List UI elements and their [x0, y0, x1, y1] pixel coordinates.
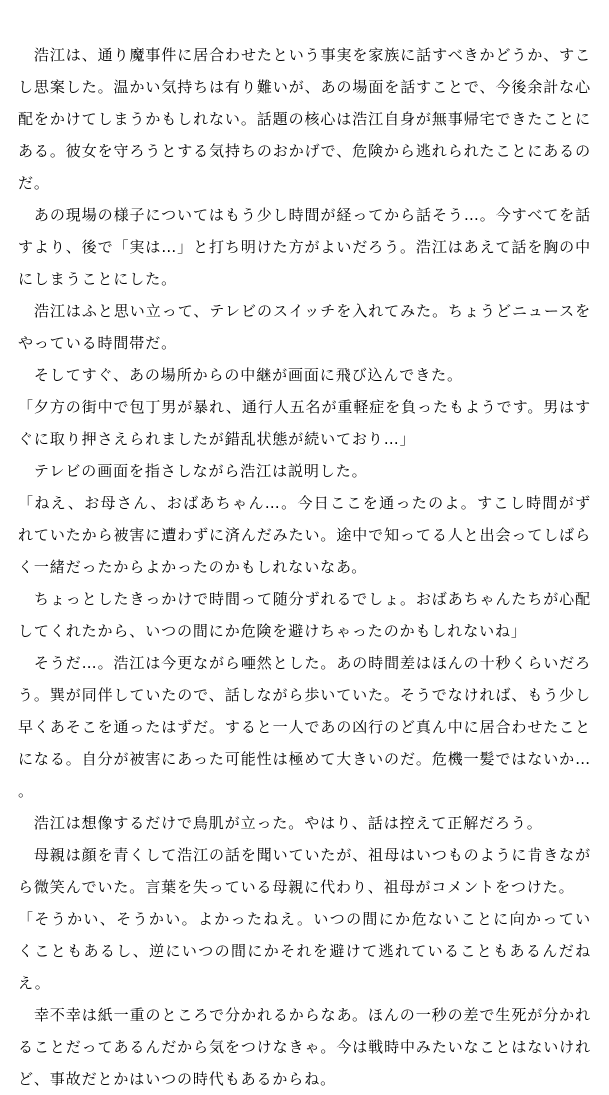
paragraph-8: ちょっとしたきっかけで時間って随分ずれるでしょ。おばあちゃんたちが心配してくれたから、いつの間にか危険を避けちゃったのかもしれないね」	[18, 590, 591, 640]
paragraph-11: 母親は顔を青くして浩江の話を聞いていたが、祖母はいつものように肯きながら微笑んでいた。言葉を失っている母親に代わり、祖母がコメントをつけた。	[18, 846, 591, 896]
paragraph-1: 浩江は、通り魔事件に居合わせたという事実を家族に話すべきかどうか、すこし思案した。温かい気持ちは有り難いが、あの場面を話すことで、今後余計な心配をかけてしまうかもしれない。話題の核心は浩江自身が無事帰宅できたことにある。彼女を守ろうとする気持ちのおかげで、危険から逃れられたことにあるのだ。	[18, 46, 591, 192]
paragraph-7: 「ねえ、お母さん、おばあちゃん…。今日ここを通ったのよ。すこし時間がずれていたから被害に遭わずに済んだみたい。途中で知ってる人と出会ってしばらく一緒だったからよかったのかもしれないなあ。	[18, 494, 591, 576]
paragraph-4: そしてすぐ、あの場所からの中継が画面に飛び込んできた。	[18, 366, 463, 384]
paragraph-6: テレビの画面を指さしながら浩江は説明した。	[18, 462, 368, 480]
paragraph-3: 浩江はふと思い立って、テレビのスイッチを入れてみた。ちょうどニュースをやっている時間帯だ。	[18, 302, 591, 352]
paragraph-12: 「そうかい、そうかい。よかったねえ。いつの間にか危ないことに向かっていくこともあるし、逆にいつの間にかそれを避けて逃れていることもあるんだねえ。	[18, 910, 591, 992]
paragraph-10: 浩江は想像するだけで鳥肌が立った。やはり、話は控えて正解だろう。	[18, 814, 543, 832]
paragraph-13: 幸不幸は紙一重のところで分かれるからなあ。ほんの一秒の差で生死が分かれることだってあるんだから気をつけなきゃ。今は戦時中みたいなことはないけれど、事故だとかはいつの時代もあるからね。	[18, 1006, 591, 1088]
paragraph-2: あの現場の様子についてはもう少し時間が経ってから話そう…。今すべてを話すより、後で「実は…」と打ち明けた方がよいだろう。浩江はあえて話を胸の中にしまうことにした。	[18, 206, 591, 288]
paragraph-5: 「夕方の街中で包丁男が暴れ、通行人五名が重軽症を負ったもようです。男はすぐに取り押さえられましたが錯乱状態が続いており…」	[18, 398, 591, 448]
paragraph-9: そうだ…。浩江は今更ながら唖然とした。あの時間差はほんの十秒くらいだろう。巽が同伴していたので、話しながら歩いていた。そうでなければ、もう少し早くあそこを通ったはずだ。すると一人であの凶行のど真ん中に居合わせたことになる。自分が被害にあった可能性は極めて大きいのだ。危機一髪ではないか…。	[18, 654, 591, 800]
